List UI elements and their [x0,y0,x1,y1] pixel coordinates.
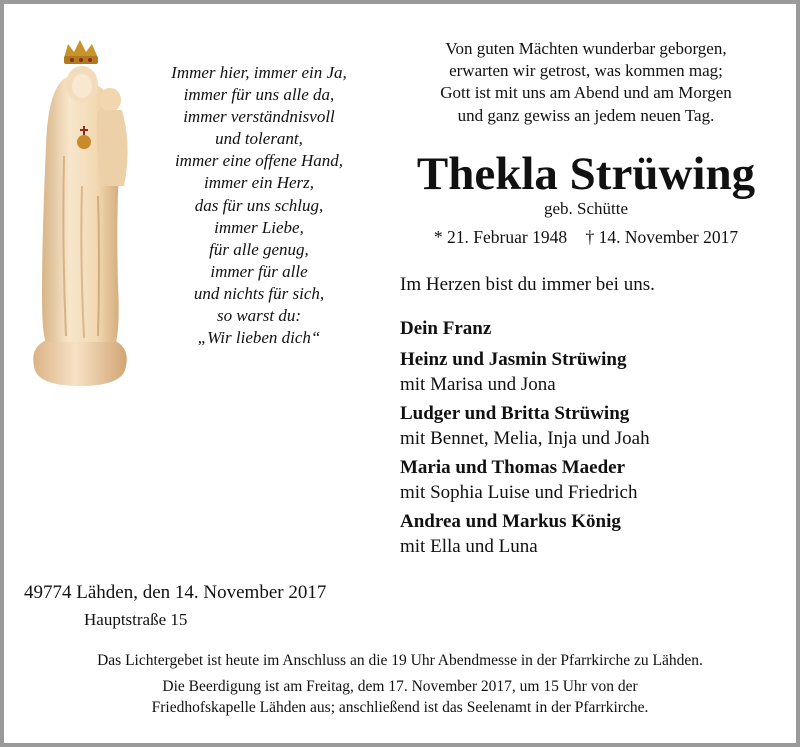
poem-line: und tolerant, [215,129,303,149]
crown-icon [64,40,98,58]
mourner-entry [400,400,780,450]
funeral-note-line: Friedhofskapelle Lähden aus; anschließend ist das Seelenamt in der Pfarrkirche. [151,699,649,716]
prayer-note: Das Lichtergebet ist heute im Anschluss an die 19 Uhr Abendmesse in der Pfarrkirche zu Lähden. [97,652,703,669]
bonhoeffer-verse [402,38,770,127]
mourner-children: mit Sophia Luise und Friedrich [400,482,638,503]
born-name: geb. Schütte [543,199,629,218]
mourner-children: mit Bennet, Melia, Inja und Joah [400,428,650,449]
poem-line: so warst du: [216,306,302,326]
mourner-name: Heinz und Jasmin Strüwing [400,349,627,370]
deceased-name: Thekla Strüwing [416,148,756,200]
mourner-entry [400,454,780,504]
poem-line: immer ein Herz, [203,173,314,193]
poem-line: immer Liebe, [214,217,304,237]
poem-line: immer eine offene Hand, [174,151,344,171]
poem-line: und nichts für sich, [193,283,325,303]
madonna-statue-image [24,36,136,392]
birth-date: * 21. Februar 1948 [433,227,568,247]
poem-line: das für uns schlug, [194,195,324,215]
street-address: Hauptstraße 15 [84,610,188,629]
mourner-children: mit Ella und Luna [400,536,538,557]
poem [140,62,378,349]
mourner-name: Maria und Thomas Maeder [400,457,626,478]
poem-line: immer für uns alle da, [183,85,335,105]
poem-line: immer für alle [210,261,308,281]
mourner-entry [400,346,780,396]
funeral-note [10,676,790,718]
orb-icon [77,135,91,149]
verse-line: Von guten Mächten wunderbar geborgen, [445,39,727,58]
death-date: † 14. November 2017 [585,227,739,247]
life-dates [402,227,770,248]
place-and-date: 49774 Lähden, den 14. November 2017 [24,582,327,603]
mourner-entry [400,508,780,558]
verse-line: Gott ist mit uns am Abend und am Morgen [440,83,732,103]
verse-line: erwarten wir getrost, was kommen mag; [449,61,723,81]
mourner-name: Dein Franz [400,318,492,339]
poem-line: „Wir lieben dich“ [197,328,321,348]
poem-line: für alle genug, [209,239,309,259]
mourner-name: Andrea und Markus König [400,511,621,532]
statue-base [33,340,127,386]
poem-line: immer verständnisvoll [183,107,335,127]
mourner-name: Ludger und Britta Strüwing [400,403,630,424]
mourner-entry [400,315,780,342]
mourner-children: mit Marisa und Jona [400,374,556,395]
statue-child [99,88,121,112]
funeral-note-line: Die Beerdigung ist am Freitag, dem 17. November 2017, um 15 Uhr von der [162,678,638,695]
verse-line: und ganz gewiss an jedem neuen Tag. [457,105,715,125]
service-notes [10,650,790,718]
motto: Im Herzen bist du immer bei uns. [400,274,655,295]
poem-line: Immer hier, immer ein Ja, [171,63,347,82]
mourners-list [400,315,780,562]
